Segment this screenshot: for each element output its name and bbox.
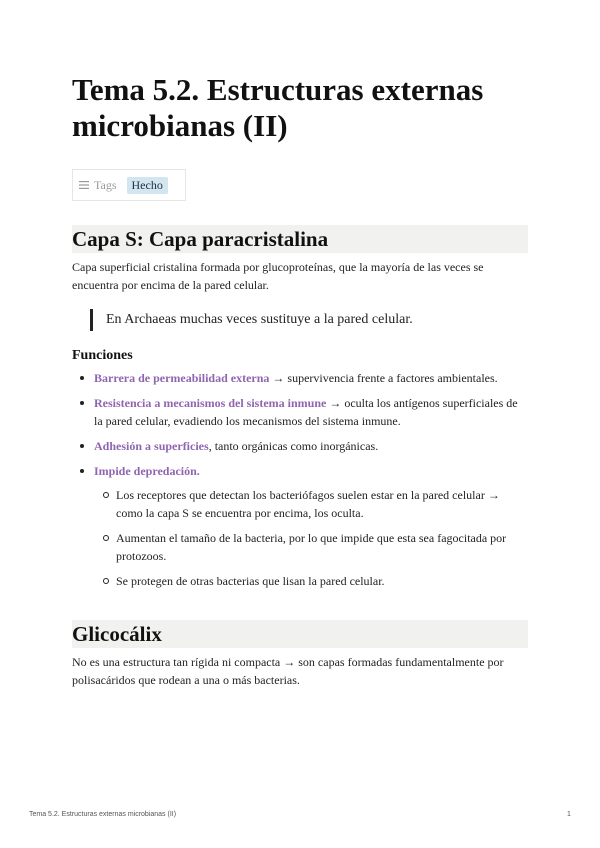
highlight-text: Barrera de permeabilidad externa — [94, 371, 270, 385]
functions-heading: Funciones — [72, 348, 133, 363]
tags-property[interactable] — [72, 169, 186, 201]
highlight-text: Resistencia a mecanismos del sistema inmune — [94, 396, 327, 410]
tags-label: Tags — [94, 177, 117, 192]
list-item — [72, 462, 528, 590]
highlight-text: Adhesión a superficies — [94, 439, 209, 453]
section-heading-capa-s: Capa S: Capa paracristalina — [72, 225, 528, 253]
footer-doc-title: Tema 5.2. Estructuras externas microbianas (II) — [29, 811, 177, 818]
footer-page-number: 1 — [567, 811, 571, 818]
item-text: . — [196, 464, 200, 478]
list-item — [72, 437, 528, 455]
sub-list — [94, 486, 528, 590]
section2-paragraph: No es una estructura tan rígida ni compacta → son capas formadas fundamentalmente por polisacáridos que rodean a una o más bacterias. — [72, 655, 504, 687]
sub-list-item: Se protegen de otras bacterias que lisan la pared celular. — [94, 572, 528, 590]
sub-list-item: Los receptores que detectan los bacteriófagos suelen estar en la pared celular → como la capa S se encuentra por encima, los oculta. — [94, 486, 528, 522]
blockquote: En Archaeas muchas veces sustituye a la pared celular. — [90, 309, 413, 331]
list-icon — [79, 181, 89, 189]
highlight-text: Impide depredación — [94, 464, 197, 478]
list-item — [72, 394, 528, 430]
page-title: Tema 5.2. Estructuras externas microbianas (II) — [72, 72, 484, 143]
section1-paragraph: Capa superficial cristalina formada por glucoproteínas, que la mayoría de las veces se encuentra por encima de la pared celular. — [72, 260, 484, 292]
tag-badge[interactable]: Hecho — [127, 177, 168, 194]
sub-list-item: Aumentan el tamaño de la bacteria, por lo que impide que esta sea fagocitada por protozoos. — [94, 529, 528, 565]
section-heading-glicocalix: Glicocálix — [72, 620, 528, 648]
list-item — [72, 369, 528, 387]
item-text: → supervivencia frente a factores ambientales. — [269, 371, 498, 385]
item-text: → oculta los antígenos superficiales de la pared celular, evadiendo los mecanismos del sistema inmune. — [94, 396, 518, 428]
functions-list — [72, 369, 528, 597]
item-text: , tanto orgánicas como inorgánicas. — [208, 439, 379, 453]
